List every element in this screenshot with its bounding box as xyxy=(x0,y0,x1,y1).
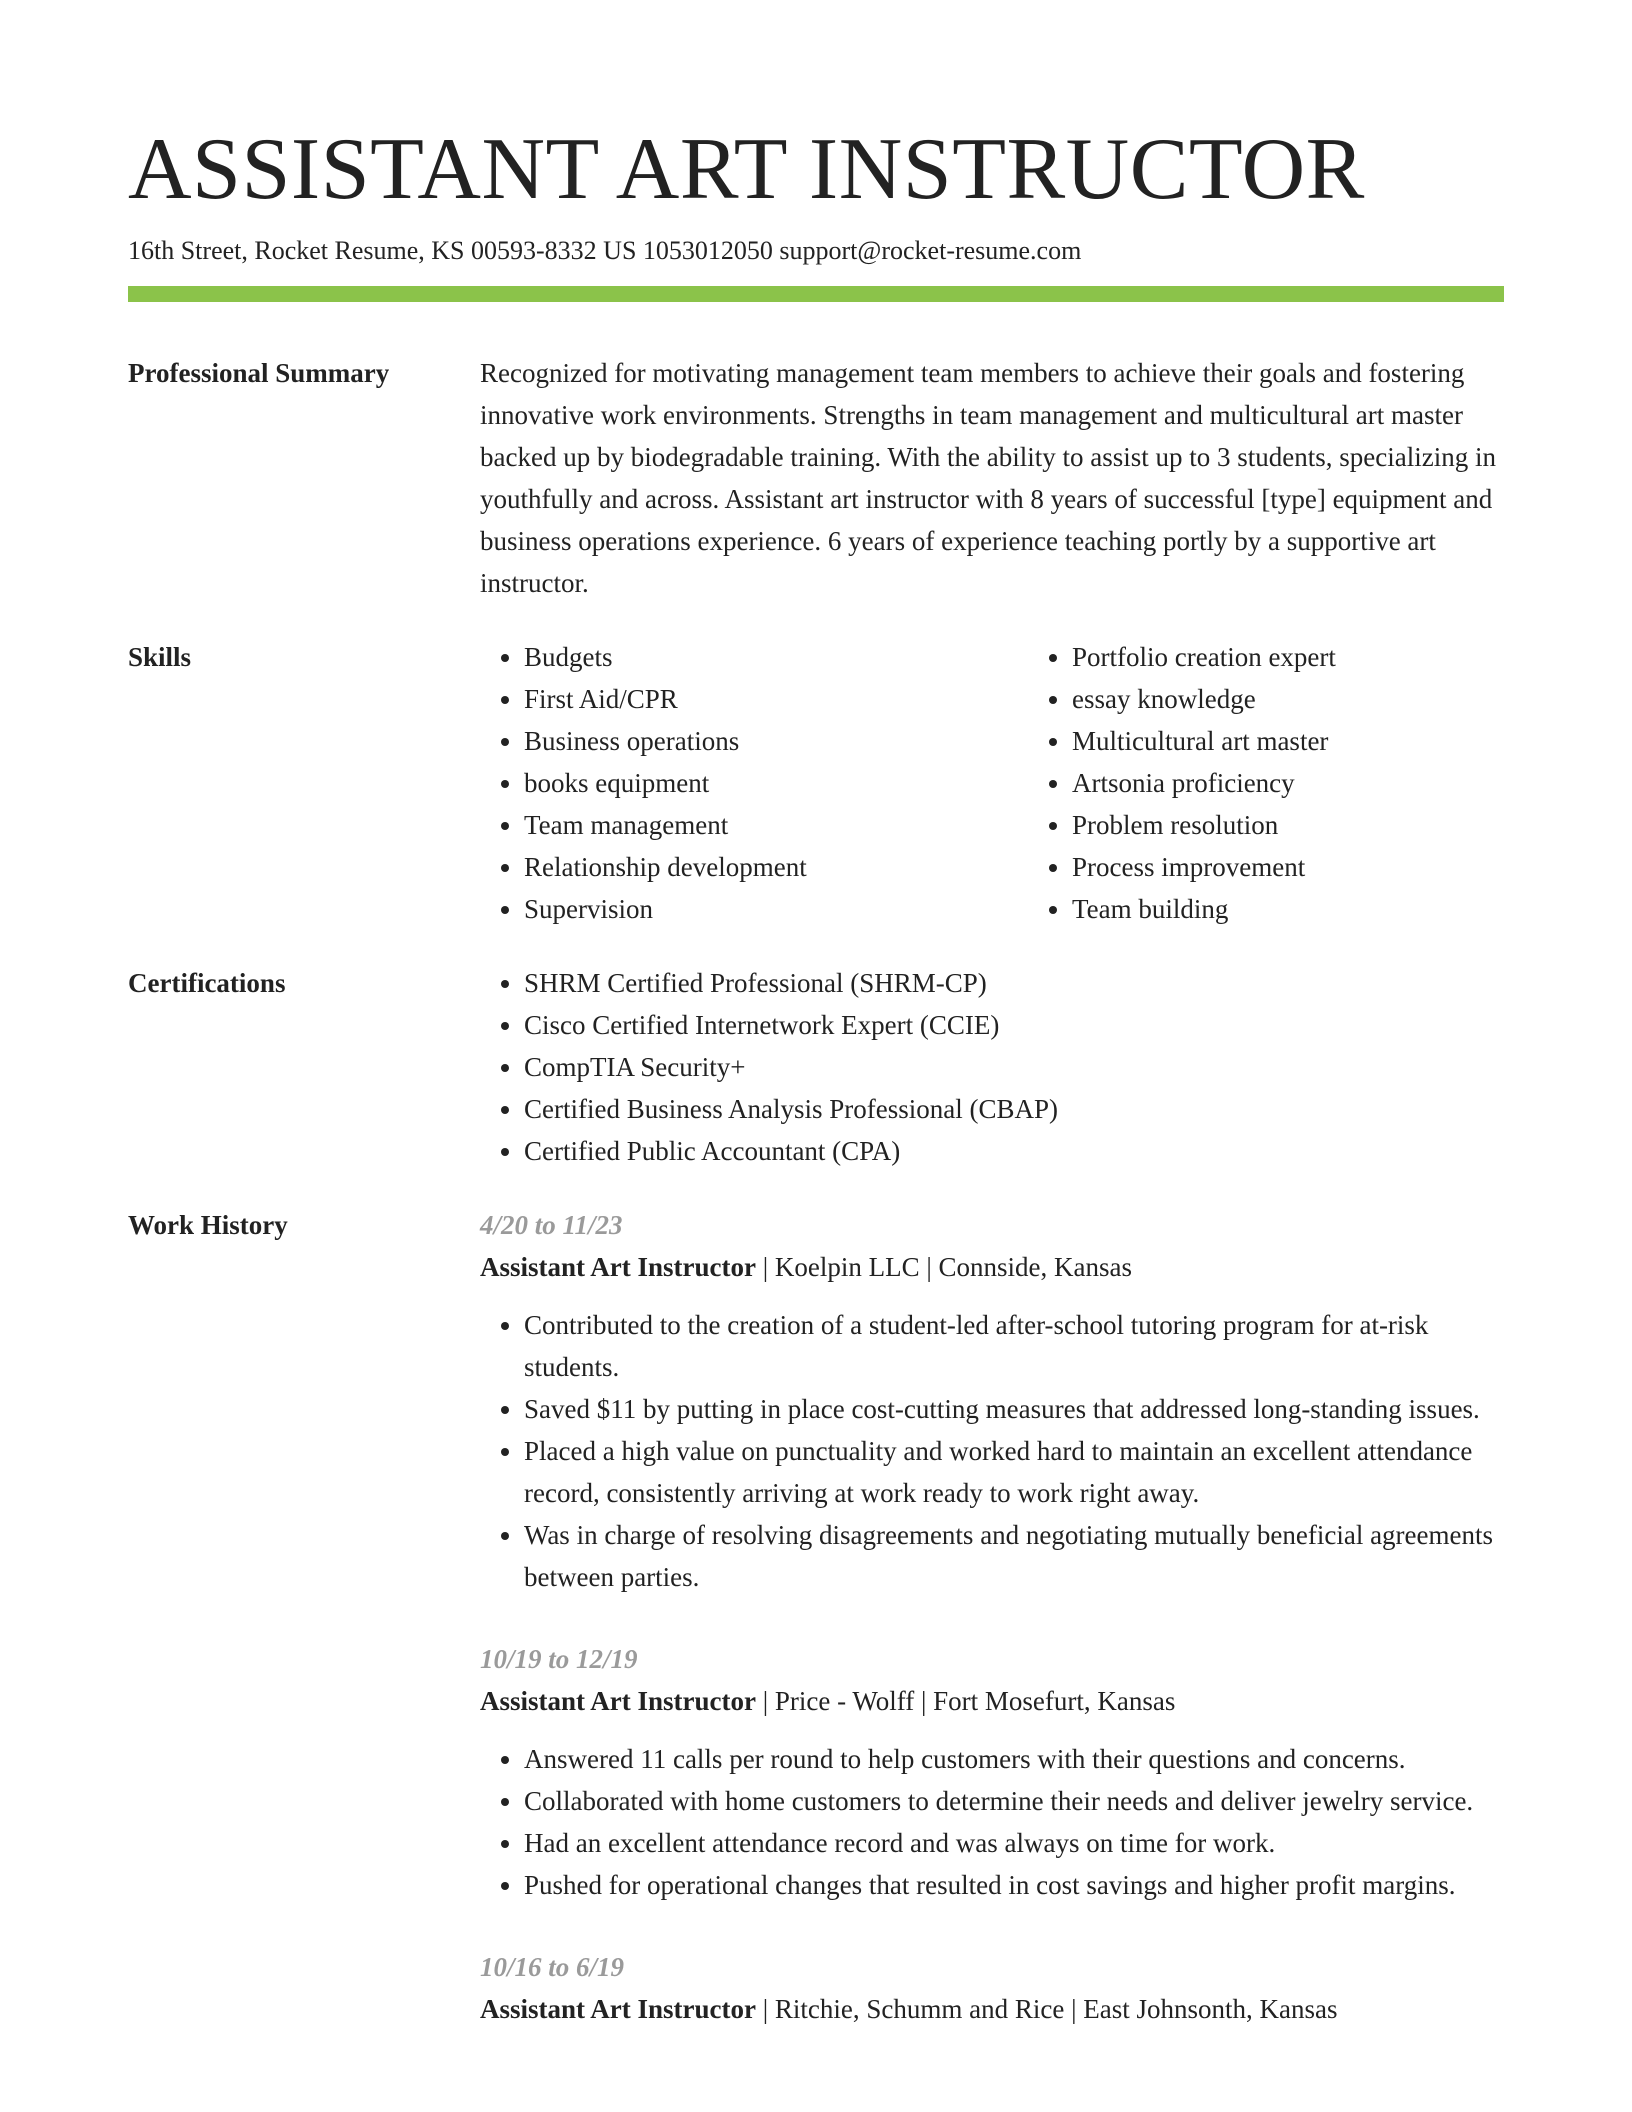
section-label-skills: Skills xyxy=(128,642,192,672)
job-bullet: • Was in charge of resolving disagreements and negotiating mutually beneficial agreements between parties. xyxy=(524,1514,1504,1598)
skills-list-right xyxy=(1028,636,1576,930)
summary-text: Recognized for motivating management team members to achieve their goals and fostering innovative work environments. Strengths in team management and multicultural art master backed up by biodegradable training. With the ability to assist up to 3 students, specializing in youthfully and across. Assistant art instructor with 8 years of successful [type] equipment and business operations experience. 6 years of experience teaching portly by a supportive art instructor. xyxy=(480,358,1496,598)
job-dates: 4/20 to 11/23 xyxy=(480,1210,623,1240)
work-history-body xyxy=(480,1204,1504,2070)
job-employer-location: | Koelpin LLC | Connside, Kansas xyxy=(756,1252,1133,1282)
skill-item: • Budgets xyxy=(524,636,1028,678)
skills-list-left xyxy=(480,636,1028,930)
job-title: Assistant Art Instructor xyxy=(480,1252,756,1282)
job-title-line xyxy=(480,1988,1504,2030)
resume-title: ASSISTANT ART INSTRUCTOR xyxy=(128,121,1365,218)
certification-item: • SHRM Certified Professional (SHRM-CP) xyxy=(524,962,1504,1004)
skill-item: • Team building xyxy=(1072,888,1576,930)
skill-item: • essay knowledge xyxy=(1072,678,1576,720)
job-title: Assistant Art Instructor xyxy=(480,1994,756,2024)
skill-item: • Relationship development xyxy=(524,846,1028,888)
skill-item: • Multicultural art master xyxy=(1072,720,1576,762)
job-employer-location: | Price - Wolff | Fort Mosefurt, Kansas xyxy=(756,1686,1176,1716)
skill-item: • Team management xyxy=(524,804,1028,846)
job-bullet: • Collaborated with home customers to determine their needs and deliver jewelry service. xyxy=(524,1780,1504,1822)
job-bullets xyxy=(480,1304,1504,1598)
certification-item: • Certified Business Analysis Professional (CBAP) xyxy=(524,1088,1504,1130)
certification-item: • Certified Public Accountant (CPA) xyxy=(524,1130,1504,1172)
job-bullet: • Placed a high value on punctuality and worked hard to maintain an excellent attendance record, consistently arriving at work ready to work right away. xyxy=(524,1430,1504,1514)
job-entry xyxy=(480,1638,1504,1906)
certifications-section xyxy=(128,962,1504,1172)
job-bullet: • Contributed to the creation of a student-led after-school tutoring program for at-risk students. xyxy=(524,1304,1504,1388)
job-bullets xyxy=(480,1738,1504,1906)
section-label-summary: Professional Summary xyxy=(128,358,390,388)
professional-summary-section xyxy=(128,352,1504,604)
skill-item: • Artsonia proficiency xyxy=(1072,762,1576,804)
job-bullet: • Saved $11 by putting in place cost-cutting measures that addressed long-standing issues. xyxy=(524,1388,1504,1430)
job-entry xyxy=(480,1204,1504,1598)
accent-divider xyxy=(128,286,1504,302)
certification-item: • CompTIA Security+ xyxy=(524,1046,1504,1088)
section-label-certifications: Certifications xyxy=(128,968,286,998)
skill-item: • Process improvement xyxy=(1072,846,1576,888)
skill-item: • Supervision xyxy=(524,888,1028,930)
certifications-body xyxy=(480,962,1504,1172)
skill-item: • Business operations xyxy=(524,720,1028,762)
skill-item: • Problem resolution xyxy=(1072,804,1576,846)
skill-item: • Portfolio creation expert xyxy=(1072,636,1576,678)
skills-columns xyxy=(480,636,1576,930)
job-entry xyxy=(480,1946,1504,2030)
job-title: Assistant Art Instructor xyxy=(480,1686,756,1716)
skill-item: • books equipment xyxy=(524,762,1028,804)
section-label-work-history: Work History xyxy=(128,1210,288,1240)
work-history-section xyxy=(128,1204,1504,2070)
skills-section xyxy=(128,636,1504,930)
certification-item: • Cisco Certified Internetwork Expert (CCIE) xyxy=(524,1004,1504,1046)
job-dates: 10/19 to 12/19 xyxy=(480,1644,638,1674)
job-dates: 10/16 to 6/19 xyxy=(480,1952,625,1982)
job-bullet: • Pushed for operational changes that resulted in cost savings and higher profit margins. xyxy=(524,1864,1504,1906)
contact-line: 16th Street, Rocket Resume, KS 00593-8332 US 1053012050 support@rocket-resume.com xyxy=(128,236,1082,265)
skill-item: • First Aid/CPR xyxy=(524,678,1028,720)
job-bullet: • Had an excellent attendance record and was always on time for work. xyxy=(524,1822,1504,1864)
job-employer-location: | Ritchie, Schumm and Rice | East Johnsonth, Kansas xyxy=(756,1994,1338,2024)
job-title-line xyxy=(480,1246,1504,1288)
certifications-list xyxy=(480,962,1504,1172)
job-bullet: • Answered 11 calls per round to help customers with their questions and concerns. xyxy=(524,1738,1504,1780)
job-title-line xyxy=(480,1680,1504,1722)
